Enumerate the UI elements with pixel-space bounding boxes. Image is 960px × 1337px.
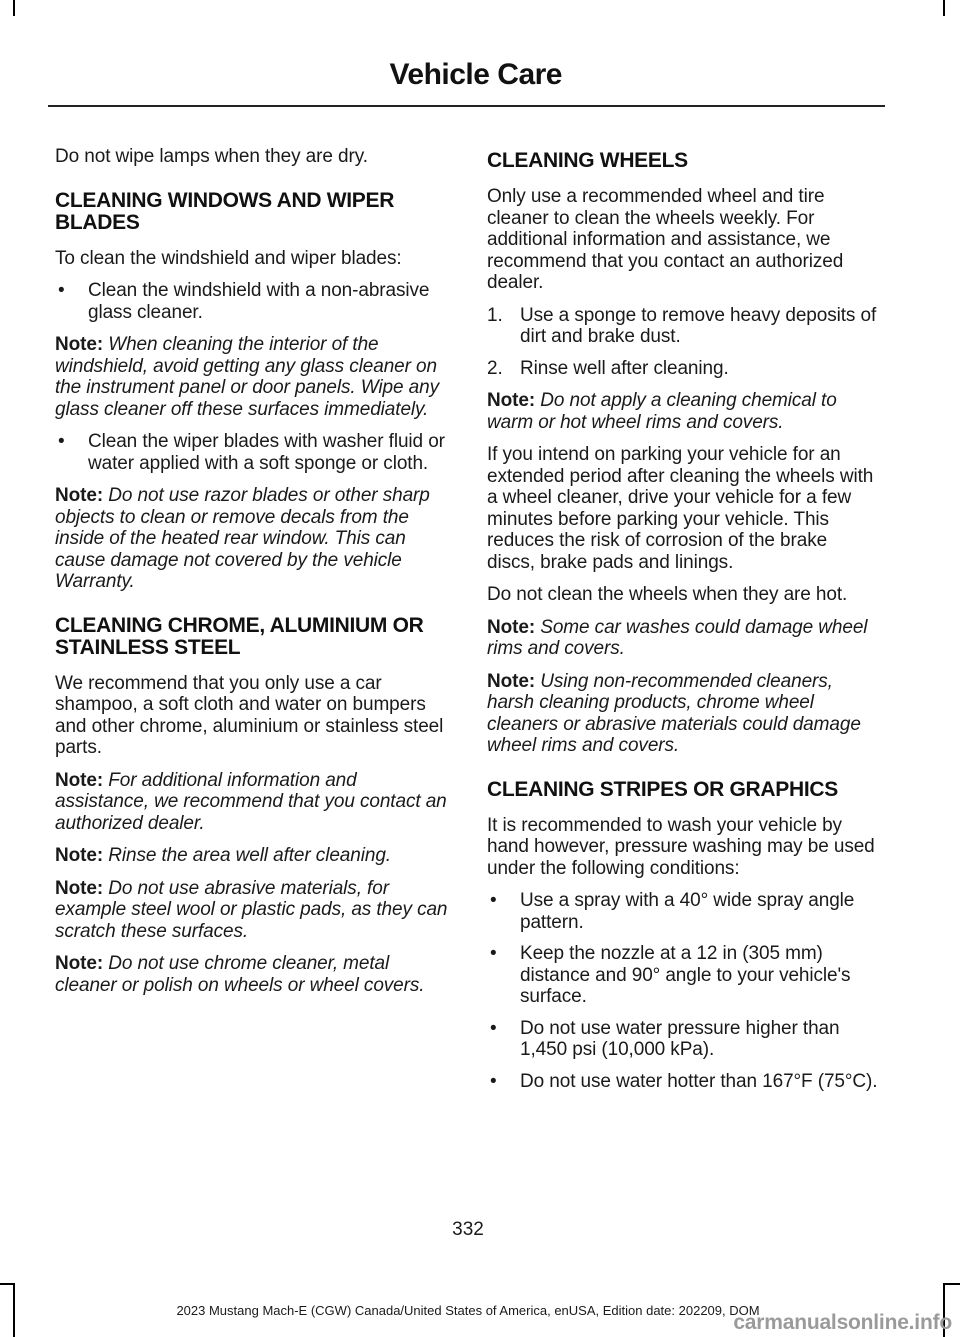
stripes-bullet-list bbox=[487, 890, 880, 1092]
note bbox=[55, 770, 448, 835]
list-item bbox=[487, 1071, 880, 1093]
note bbox=[487, 390, 880, 433]
footer-edition-text: 2023 Mustang Mach-E (CGW) Canada/United States of America, enUSA, Edition date: 202209, DOM bbox=[176, 1303, 760, 1318]
page-header-title: Vehicle Care bbox=[389, 58, 562, 91]
list-item-text: Use a spray with a 40° wide spray angle pattern. bbox=[520, 890, 855, 933]
list-item bbox=[487, 890, 880, 933]
list-item-text: Do not use water pressure higher than 1,450 psi (10,000 kPa). bbox=[520, 1017, 840, 1060]
windows-bullet-list-2 bbox=[55, 431, 448, 474]
note bbox=[487, 617, 880, 660]
right-column bbox=[487, 146, 880, 1103]
note-text: Using non-recommended cleaners, harsh cleaning products, chrome wheel cleaners or abrasive materials could damage wheel rims and covers. bbox=[487, 670, 861, 756]
list-item bbox=[55, 431, 448, 474]
crop-mark-top-right bbox=[943, 0, 945, 16]
crop-mark-top-left bbox=[13, 0, 15, 16]
list-item-text: Do not use water hotter than 167°F (75°C). bbox=[520, 1070, 878, 1092]
section-heading-wheels: CLEANING WHEELS bbox=[487, 149, 688, 172]
wheels-steps bbox=[487, 305, 880, 380]
note-text: Do not use chrome cleaner, metal cleaner or polish on wheels or wheel covers. bbox=[55, 953, 425, 996]
note bbox=[55, 878, 448, 943]
note bbox=[55, 334, 448, 420]
note-label: Note: bbox=[55, 485, 104, 506]
note-text: For additional information and assistance, we recommend that you contact an authorized dealer. bbox=[55, 769, 447, 834]
note bbox=[55, 485, 448, 593]
step-number: 2. bbox=[487, 357, 503, 379]
section-heading-chrome: CLEANING CHROME, ALUMINIUM OR STAINLESS STEEL bbox=[55, 613, 424, 659]
note bbox=[487, 671, 880, 757]
list-item-text: Keep the nozzle at a 12 in (305 mm) distance and 90° angle to your vehicle's surface. bbox=[520, 943, 851, 1007]
left-column bbox=[55, 146, 448, 1007]
header-divider bbox=[48, 105, 885, 107]
list-item bbox=[55, 280, 448, 323]
note-label: Note: bbox=[55, 769, 104, 791]
note bbox=[55, 953, 448, 996]
intro-paragraph: Do not wipe lamps when they are dry. bbox=[55, 146, 368, 167]
list-item-text: Clean the windshield with a non-abrasive glass cleaner. bbox=[88, 280, 430, 323]
crop-mark-bottom-right-h bbox=[943, 1283, 960, 1285]
note-text: Some car washes could damage wheel rims and covers. bbox=[487, 616, 868, 659]
section-heading-windows: CLEANING WINDOWS AND WIPER BLADES bbox=[55, 188, 395, 234]
windows-intro: To clean the windshield and wiper blades: bbox=[55, 247, 402, 269]
page-number: 332 bbox=[452, 1219, 484, 1240]
stripes-intro: It is recommended to wash your vehicle by hand however, pressure washing may be used under the following conditions: bbox=[487, 814, 875, 879]
list-item bbox=[487, 358, 880, 380]
note-label: Note: bbox=[487, 390, 536, 411]
list-item-text: Rinse well after cleaning. bbox=[520, 357, 729, 379]
note-label: Note: bbox=[55, 845, 104, 866]
section-heading-stripes: CLEANING STRIPES OR GRAPHICS bbox=[487, 777, 838, 801]
bullet-marker: • bbox=[490, 890, 497, 911]
wheels-paragraph: Do not clean the wheels when they are hot. bbox=[487, 584, 848, 605]
note-label: Note: bbox=[487, 616, 536, 638]
note bbox=[55, 845, 448, 867]
note-label: Note: bbox=[55, 877, 104, 899]
note-text: Do not use abrasive materials, for example steel wool or plastic pads, as they can scratch these surfaces. bbox=[55, 877, 448, 942]
bullet-marker: • bbox=[58, 280, 65, 301]
list-item bbox=[487, 943, 880, 1008]
chrome-body: We recommend that you only use a car shampoo, a soft cloth and water on bumpers and other chrome, aluminium or stainless steel parts. bbox=[55, 672, 444, 758]
list-item-text: Clean the wiper blades with washer fluid or water applied with a soft sponge or cloth. bbox=[88, 431, 445, 474]
crop-mark-bottom-left-h bbox=[0, 1283, 15, 1285]
note-text: When cleaning the interior of the windshield, avoid getting any glass cleaner on the instrument panel or door panels. Wipe any glass cleaner off these surfaces immediately. bbox=[55, 334, 439, 420]
bullet-marker: • bbox=[490, 943, 497, 964]
wheels-intro: Only use a recommended wheel and tire cleaner to clean the wheels weekly. For additional information and assistance, we recommend that you contact an authorized dealer. bbox=[487, 186, 844, 293]
step-number: 1. bbox=[487, 304, 503, 326]
note-text: Do not use razor blades or other sharp objects to clean or remove decals from the inside of the heated rear window. This can cause damage not covered by the vehicle Warranty. bbox=[55, 485, 430, 592]
list-item bbox=[487, 1018, 880, 1061]
note-text: Do not apply a cleaning chemical to warm or hot wheel rims and covers. bbox=[487, 390, 837, 433]
note-label: Note: bbox=[55, 953, 104, 974]
bullet-marker: • bbox=[490, 1017, 497, 1039]
note-label: Note: bbox=[55, 334, 104, 355]
note-label: Note: bbox=[487, 670, 536, 692]
bullet-marker: • bbox=[490, 1070, 497, 1092]
windows-bullet-list bbox=[55, 280, 448, 323]
watermark-logo: carmanualsonline.info bbox=[733, 1311, 952, 1334]
wheels-paragraph: If you intend on parking your vehicle for an extended period after cleaning the wheels with a wheel cleaner, drive your vehicle for a few minutes before parking your vehicle. This reduces the risk of corrosion of the brake discs, brake pads and linings. bbox=[487, 444, 874, 573]
note-text: Rinse the area well after cleaning. bbox=[108, 845, 391, 866]
list-item bbox=[487, 305, 880, 348]
list-item-text: Use a sponge to remove heavy deposits of dirt and brake dust. bbox=[520, 304, 877, 347]
bullet-marker: • bbox=[58, 431, 65, 452]
